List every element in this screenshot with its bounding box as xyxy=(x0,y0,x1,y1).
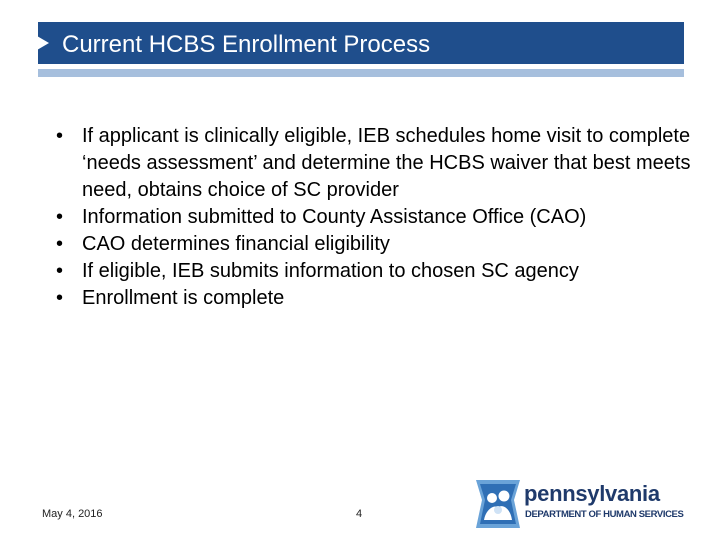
bullet-item xyxy=(56,123,696,204)
bullet-text: If applicant is clinically eligible, IEB schedules home visit to complete ‘needs assessment’ and determine the HCBS waiver that best meets need, obtains choice of SC provider xyxy=(82,125,691,201)
bullet-text: Information submitted to County Assistance Office (CAO) xyxy=(82,206,587,228)
bullet-item xyxy=(56,285,696,312)
pennsylvania-logo xyxy=(474,478,689,530)
slide-title: Current HCBS Enrollment Process xyxy=(62,31,431,58)
bullet-text: If eligible, IEB submits information to chosen SC agency xyxy=(82,260,579,282)
footer-date: May 4, 2016 xyxy=(42,508,103,520)
title-arrow-icon xyxy=(37,36,49,50)
keystone-emblem-icon xyxy=(474,478,522,530)
title-underline xyxy=(38,69,684,77)
bullet-text: Enrollment is complete xyxy=(82,287,285,309)
logo-wordmark: pennsylvania xyxy=(524,481,660,506)
bullet-dot-icon: • xyxy=(56,287,64,309)
bullet-dot-icon: • xyxy=(56,206,64,228)
page-number: 4 xyxy=(356,508,363,520)
bullet-dot-icon: • xyxy=(56,233,64,255)
bullet-text: CAO determines financial eligibility xyxy=(82,233,390,255)
bullet-list xyxy=(56,123,696,312)
bullet-dot-icon: • xyxy=(56,125,64,147)
bullet-item xyxy=(56,258,696,285)
bullet-item xyxy=(56,231,696,258)
bullet-dot-icon: • xyxy=(56,260,64,282)
logo-department: DEPARTMENT OF HUMAN SERVICES xyxy=(525,509,684,520)
bullet-item xyxy=(56,204,696,231)
